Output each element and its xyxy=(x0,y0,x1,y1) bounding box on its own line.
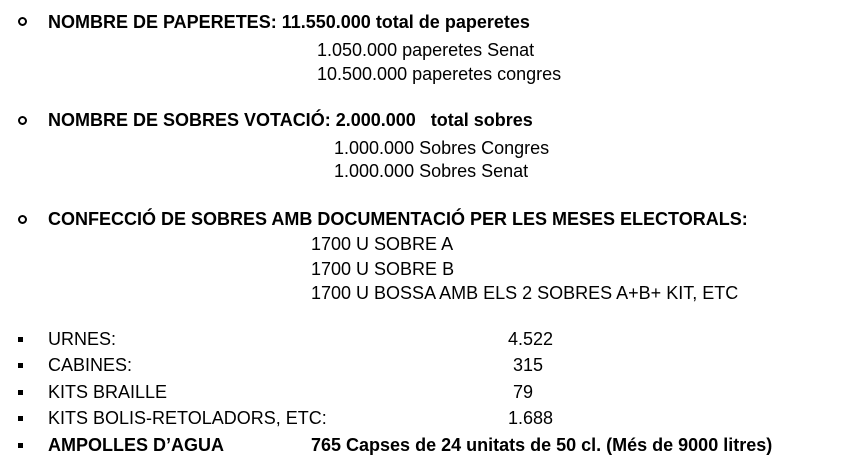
section-2-heading-label: NOMBRE DE SOBRES VOTACIÓ: xyxy=(48,110,331,130)
square-bullet-icon xyxy=(18,390,23,395)
section-2-detail-1: 1.000.000 Sobres Congres xyxy=(334,138,550,158)
section-1-heading-label: NOMBRE DE PAPERETES: xyxy=(48,12,277,32)
item-value: 315 xyxy=(513,355,544,375)
section-3-detail-1: 1700 U SOBRE A xyxy=(311,234,454,254)
section-3-detail-2: 1700 U SOBRE B xyxy=(311,259,455,279)
section-1-heading-value: 11.550.000 total de paperetes xyxy=(281,12,530,32)
item-value: 1.688 xyxy=(508,408,554,428)
section-1-heading xyxy=(48,11,530,33)
item-label: KITS BOLIS-RETOLADORS, ETC: xyxy=(48,408,327,428)
item-value: 4.522 xyxy=(508,329,554,349)
square-bullet-icon xyxy=(18,416,23,421)
item-label: URNES: xyxy=(48,329,117,349)
section-2-heading xyxy=(48,109,533,131)
item-label: CABINES: xyxy=(48,355,133,375)
section-3-detail-3: 1700 U BOSSA AMB ELS 2 SOBRES A+B+ KIT, ETC xyxy=(311,283,739,303)
item-label: AMPOLLES D’AGUA xyxy=(48,435,225,455)
section-1-detail-1: 1.050.000 paperetes Senat xyxy=(317,40,535,60)
square-bullet-icon xyxy=(18,443,23,448)
item-value: 79 xyxy=(513,382,534,402)
section-2-detail-2: 1.000.000 Sobres Senat xyxy=(334,161,529,181)
item-value: 765 Capses de 24 unitats de 50 cl. (Més de 9000 litres) xyxy=(311,435,773,455)
square-bullet-icon xyxy=(18,337,23,342)
circle-bullet-icon xyxy=(18,215,27,224)
section-1-detail-2: 10.500.000 paperetes congres xyxy=(317,64,562,84)
section-2-heading-value: 2.000.000 total sobres xyxy=(335,110,533,130)
circle-bullet-icon xyxy=(18,116,27,125)
square-bullet-icon xyxy=(18,363,23,368)
circle-bullet-icon xyxy=(18,17,27,26)
item-label: KITS BRAILLE xyxy=(48,382,168,402)
section-3-heading: CONFECCIÓ DE SOBRES AMB DOCUMENTACIÓ PER LES MESES ELECTORALS: xyxy=(48,209,748,229)
